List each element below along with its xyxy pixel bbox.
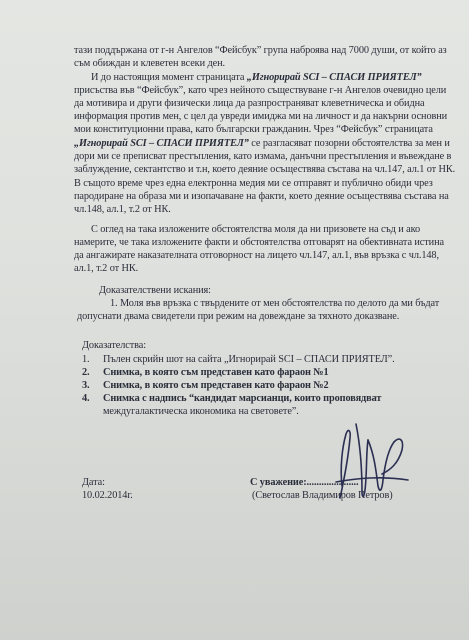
body-line: ал.1, т.2 от НК. xyxy=(74,263,139,274)
body-text: И до настоящия момент страницата xyxy=(91,72,247,83)
body-line xyxy=(91,71,422,84)
body-line: присъства във “Фейсбук”, като чрез нейното съществуване г-н Ангелов очевидно цели xyxy=(74,85,447,96)
requests-heading: Доказателствени искания: xyxy=(99,285,211,296)
body-line: тази поддържана от г-н Ангелов “Фейсбук” група наброява над 7000 души, от който аз xyxy=(74,45,447,56)
date-label: Дата: xyxy=(82,477,105,488)
body-line: мои конституционни права, като български гражданин. Чрез “Фейсбук” страницата xyxy=(74,124,433,135)
evidence-item xyxy=(82,366,329,379)
evidence-item xyxy=(82,392,382,405)
evidence-text: Снимка, в която съм представен като фараон №1 xyxy=(103,367,329,378)
evidence-heading: Доказателства: xyxy=(82,340,146,351)
body-line: дори ми се преписват престъпления, като измама, данъчни престъпления и въвеждане в xyxy=(74,151,452,162)
body-line: С оглед на така изложените обстоятелства моля да ни призовете на съд и ако xyxy=(91,224,421,235)
body-text: се разгласяват позорни обстоятелства за мен и xyxy=(248,138,450,149)
date-value: 10.02.2014г. xyxy=(82,490,133,501)
signer-name: (Светослав Владимиров Петров) xyxy=(252,490,393,501)
regards-label: С уважение:..................... xyxy=(250,477,359,488)
facebook-page-title: „Игнорирай SCI – СПАСИ ПРИЯТЕЛ” xyxy=(74,138,249,149)
body-line: да ангажирате наказателната отговорност на лицето чл.147, ал.1, във връзка с чл.148, xyxy=(74,250,439,261)
request-item: 1. Моля във връзка с твърдените от мен обстоятелства по делото да ми бъдат xyxy=(110,298,440,309)
body-line: В същото време чрез една електронна медия ми се отправят и публично обиди чрез xyxy=(74,178,433,189)
facebook-page-title: „Игнорирай SCI – СПАСИ ПРИЯТЕЛ” xyxy=(246,72,422,83)
body-line: заблуждение, сектантство и т.н, което деяние осъществява състава на чл.147, ал.1 от НК. xyxy=(74,164,456,175)
evidence-number: 3. xyxy=(82,380,90,391)
evidence-number: 4. xyxy=(82,393,90,404)
body-line: чл.148, ал.1, т.2 от НК. xyxy=(74,204,171,215)
evidence-item xyxy=(82,353,395,366)
body-line: пародиране на образа ми и изопачаване на факти, което деяние осъществява състава на xyxy=(74,191,449,202)
evidence-text: Снимка с надпись “кандидат марсианци, които проповядват xyxy=(103,393,382,404)
body-line: намерите, че така изложените факти и обстоятелства отговарят на обективната истина xyxy=(74,237,444,248)
handwritten-signature xyxy=(318,420,418,505)
evidence-item-continuation: междугалактическа икономика на световете”. xyxy=(103,406,299,417)
body-line: информация против мен, с цел да увреди имиджа ми на личност и да накърни основни xyxy=(74,111,448,122)
request-item: допуснати двама свидетели при режим на довеждане за тяхното доказване. xyxy=(77,311,400,322)
evidence-item xyxy=(82,379,329,392)
evidence-number: 1. xyxy=(82,354,90,365)
evidence-text: Снимка, в която съм представен като фараон №2 xyxy=(103,380,329,391)
body-line: съм обиждан и клеветен всеки ден. xyxy=(74,58,225,69)
evidence-text: Пълен скрийн шот на сайта „Игнорирай SCI – СПАСИ ПРИЯТЕЛ”. xyxy=(103,354,395,365)
body-line: да мотивира и други физически лица да разпространяват клеветническа и обидна xyxy=(74,98,425,109)
body-line xyxy=(74,137,450,150)
evidence-number: 2. xyxy=(82,367,90,378)
